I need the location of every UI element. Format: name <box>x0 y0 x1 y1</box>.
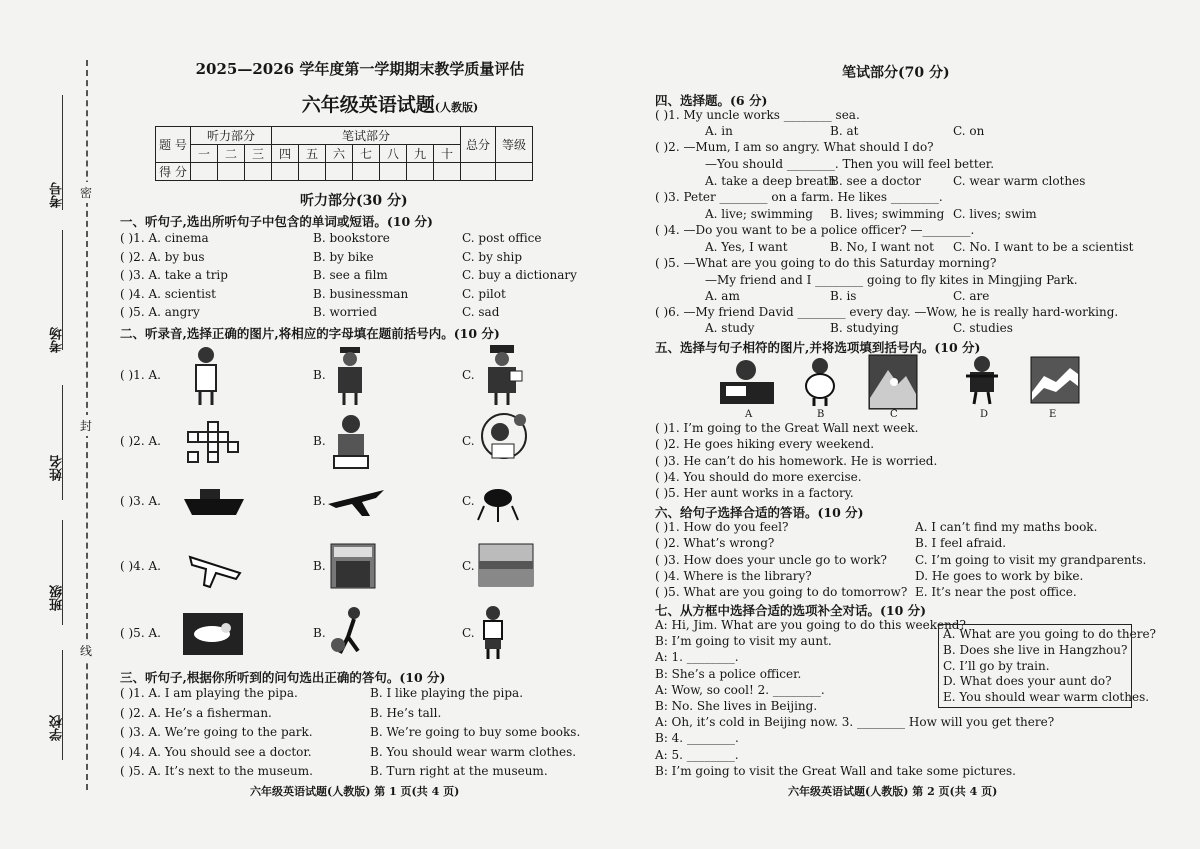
s5-item: ( )1. I’m going to the Great Wall next week. <box>655 421 919 435</box>
bookstore-photo-icon <box>330 543 376 589</box>
s4-line: A. in <box>705 124 733 138</box>
score-col: 三 <box>245 145 272 163</box>
s4-line: ( )1. My uncle works ________ sea. <box>655 108 860 122</box>
s5-item: ( )2. He goes hiking every weekend. <box>655 437 875 452</box>
scientist-icon <box>330 412 372 472</box>
score-listen-header: 听力部分 <box>191 127 272 145</box>
class-field[interactable] <box>62 520 63 625</box>
s4-line: A. am <box>705 289 740 303</box>
s6-question: ( )3. How does your uncle go to work? <box>655 552 887 567</box>
s4-line: A. Yes, I want <box>705 240 788 254</box>
s1-item-c: C. sad <box>462 305 500 319</box>
s3-item-a: ( )2. A. He’s a fisherman. <box>120 705 272 720</box>
score-cell[interactable] <box>496 163 533 181</box>
score-written-header: 笔试部分 <box>272 127 461 145</box>
s2-item-a: ( )2. A. <box>120 434 161 448</box>
s4-title: 四、选择题。(6 分) <box>655 93 768 108</box>
s5-picture-letter: E <box>1049 409 1057 420</box>
name-field[interactable] <box>62 385 63 500</box>
s1-item-a: ( )2. A. by bus <box>120 249 205 264</box>
s3-item-a: ( )3. A. We’re going to the park. <box>120 725 313 739</box>
seal-char-xian: 线 <box>80 640 92 661</box>
s6-question: ( )4. Where is the library? <box>655 568 812 583</box>
s7-dialog-line: B: I’m going to visit the Great Wall and take some pictures. <box>655 763 1016 778</box>
airplane-outline-icon <box>186 543 244 589</box>
score-col: 九 <box>407 145 434 163</box>
label-class: 班级 <box>50 585 65 611</box>
ship-icon <box>182 485 246 519</box>
worried-homework-icon <box>716 356 778 408</box>
score-col: 八 <box>380 145 407 163</box>
s7-dialog-line: B: She’s a police officer. <box>655 666 802 681</box>
boy-basketball-icon <box>330 605 370 661</box>
s7-box-option: A. What are you going to do there? <box>943 627 1156 641</box>
score-cell[interactable] <box>380 163 407 181</box>
s1-item-a: ( )5. A. angry <box>120 305 200 319</box>
s1-item-b: B. businessman <box>313 286 409 301</box>
airplane-black-icon <box>326 482 386 518</box>
s5-item: ( )3. He can’t do his homework. He is worried. <box>655 453 938 468</box>
s4-option-c: C. studies <box>953 321 1013 335</box>
s1-item-b: B. worried <box>313 305 378 319</box>
s2-item-b: B. <box>313 494 326 508</box>
s4-option-b: B. studying <box>830 321 899 335</box>
exam-number-field[interactable] <box>62 95 63 210</box>
landscape-photo-icon <box>478 543 534 587</box>
s6-answer: A. I can’t find my maths book. <box>915 520 1098 534</box>
score-cell[interactable] <box>326 163 353 181</box>
s4-option-b: B. at <box>830 124 859 138</box>
score-col: 二 <box>218 145 245 163</box>
score-table <box>155 126 533 181</box>
score-col: 四 <box>272 145 299 163</box>
s2-item-a: ( )4. A. <box>120 559 161 573</box>
binding-margin <box>0 0 100 849</box>
s7-dialog-line: B: No. She lives in Beijing. <box>655 699 818 713</box>
score-cell[interactable] <box>191 163 218 181</box>
s6-answer: E. It’s near the post office. <box>915 585 1077 600</box>
score-cell[interactable] <box>245 163 272 181</box>
s5-item: ( )4. You should do more exercise. <box>655 469 862 484</box>
s2-item-a: ( )5. A. <box>120 626 161 640</box>
s6-answer: D. He goes to work by bike. <box>915 568 1084 583</box>
s7-dialog-line: A: Wow, so cool! 2. ________. <box>655 682 825 697</box>
s4-option-c: C. lives; swim <box>953 207 1037 221</box>
score-col: 一 <box>191 145 218 163</box>
s7-box-option: E. You should wear warm clothes. <box>943 690 1150 705</box>
score-cell[interactable] <box>461 163 496 181</box>
police-officer-icon <box>330 345 370 407</box>
s1-item-a: ( )1. A. cinema <box>120 231 209 245</box>
s4-line: ( )6. —My friend David ________ every day. —Wow, he is really hard-working. <box>655 305 1119 319</box>
s7-dialog-line: B: 4. ________. <box>655 731 739 746</box>
s4-option-c: C. are <box>953 289 990 303</box>
subtitle-text: 六年级英语试题 <box>301 94 435 116</box>
s5-picture-letter: B <box>817 409 825 420</box>
label-name: 姓名 <box>50 455 65 481</box>
s5-item: ( )5. Her aunt works in a factory. <box>655 486 854 501</box>
score-col: 六 <box>326 145 353 163</box>
s4-option-b: B. No, I want not <box>830 240 934 254</box>
s1-item-c: C. post office <box>462 231 542 245</box>
s1-item-a: ( )4. A. scientist <box>120 286 216 301</box>
s3-title: 三、听句子,根据你所听到的问句选出正确的答句。(10 分) <box>120 670 446 685</box>
girl-reading-icon <box>478 410 530 470</box>
label-exam-number: 考号 <box>50 182 65 208</box>
s4-option-b: B. see a doctor <box>830 174 922 188</box>
factory-worker-icon <box>962 354 1002 406</box>
s7-dialog-line: A: 5. ________. <box>655 747 739 762</box>
s4-line: ( )4. —Do you want to be a police officer? —________. <box>655 223 975 237</box>
score-cell[interactable] <box>299 163 326 181</box>
s1-item-c: C. buy a dictionary <box>462 268 577 282</box>
s2-item-c: C. <box>462 626 475 640</box>
s2-item-a: ( )3. A. <box>120 494 161 508</box>
label-school: 学校 <box>50 715 65 741</box>
s3-item-b: B. We’re going to buy some books. <box>370 725 581 739</box>
s5-picture-letter: D <box>980 409 989 420</box>
postman-icon <box>480 343 524 407</box>
score-row-label-score: 得 分 <box>156 163 191 181</box>
school-field[interactable] <box>62 650 63 760</box>
s7-dialog-line: B: I’m going to visit my aunt. <box>655 634 832 649</box>
s3-item-b: B. Turn right at the museum. <box>370 764 548 778</box>
hiking-photo-icon <box>182 612 244 656</box>
s3-item-a: ( )4. A. You should see a doctor. <box>120 744 312 759</box>
s7-dialog-line: A: 1. ________. <box>655 650 739 665</box>
s2-item-c: C. <box>462 494 475 508</box>
s1-item-b: B. bookstore <box>313 231 390 245</box>
exam-title: 2025—2026 学年度第一学期期末教学质量评估 <box>195 60 525 78</box>
s4-line: ( )3. Peter ________ on a farm. He likes ________. <box>655 190 943 204</box>
page2-footer: 六年级英语试题(人教版) 第 2 页(共 4 页) <box>788 785 998 798</box>
s1-item-b: B. see a film <box>313 268 388 282</box>
s7-dialog-line: A: Oh, it’s cold in Beijing now. 3. ________ How will you get there? <box>655 715 1055 730</box>
written-section-title: 笔试部分(70 分) <box>842 65 950 81</box>
score-cell[interactable] <box>434 163 461 181</box>
score-grade-header: 等级 <box>496 127 533 163</box>
exam-subtitle <box>260 90 520 117</box>
s3-item-b: B. You should wear warm clothes. <box>370 744 577 759</box>
s7-box-option: C. I’ll go by train. <box>943 658 1050 673</box>
s6-title: 六、给句子选择合适的答语。(10 分) <box>655 505 864 520</box>
s4-line: ( )2. —Mum, I am so angry. What should I do? <box>655 140 934 154</box>
s2-item-c: C. <box>462 368 475 382</box>
s4-option-b: B. lives; swimming <box>830 207 945 221</box>
s2-item-a: ( )1. A. <box>120 368 161 382</box>
score-cell[interactable] <box>353 163 380 181</box>
s3-item-a: ( )5. A. It’s next to the museum. <box>120 764 313 778</box>
score-cell[interactable] <box>407 163 434 181</box>
s4-line: A. study <box>705 321 755 335</box>
s6-question: ( )2. What’s wrong? <box>655 536 775 551</box>
doctor-icon <box>186 345 226 407</box>
seal-char-mi: 密 <box>80 182 92 203</box>
s7-title: 七、从方框中选择合适的选项补全对话。(10 分) <box>655 603 927 618</box>
s4-line: A. take a deep breath <box>705 174 837 188</box>
seal-char-feng: 封 <box>80 415 92 436</box>
s7-box-option: D. What does your aunt do? <box>943 674 1112 689</box>
fat-boy-icon <box>802 356 838 408</box>
great-wall-icon <box>1030 356 1080 404</box>
s4-option-b: B. is <box>830 289 857 303</box>
mountain-hiking-icon <box>868 354 918 410</box>
s4-line: ( )5. —What are you going to do this Saturday morning? <box>655 256 997 270</box>
s3-item-b: B. I like playing the pipa. <box>370 686 524 700</box>
s4-line: —You should ________. Then you will feel better. <box>705 157 995 171</box>
s2-item-c: C. <box>462 434 475 448</box>
s2-item-c: C. <box>462 559 475 573</box>
s2-item-b: B. <box>313 559 326 573</box>
s5-picture-letter: C <box>890 409 898 420</box>
exam-room-field[interactable] <box>62 230 63 350</box>
s2-item-b: B. <box>313 434 326 448</box>
s3-item-a: ( )1. A. I am playing the pipa. <box>120 686 298 700</box>
score-row-label-number: 题 号 <box>156 127 191 163</box>
crossword-icon <box>184 418 240 468</box>
s2-item-b: B. <box>313 368 326 382</box>
s1-item-b: B. by bike <box>313 249 374 264</box>
s4-option-c: C. No. I want to be a scientist <box>953 240 1134 254</box>
insect-icon <box>474 476 522 524</box>
s6-question: ( )5. What are you going to do tomorrow? <box>655 585 908 600</box>
score-total-header: 总分 <box>461 127 496 163</box>
s2-item-b: B. <box>313 626 326 640</box>
s6-question: ( )1. How do you feel? <box>655 520 789 534</box>
s1-item-a: ( )3. A. take a trip <box>120 268 228 282</box>
s6-answer: C. I’m going to visit my grandparents. <box>915 552 1147 567</box>
s4-option-c: C. on <box>953 124 985 138</box>
s5-title: 五、选择与句子相符的图片,并将选项填到括号内。(10 分) <box>655 340 981 355</box>
s6-answer: B. I feel afraid. <box>915 536 1007 551</box>
score-col: 五 <box>299 145 326 163</box>
subtitle-edition: (人教版) <box>434 101 479 114</box>
page1-footer: 六年级英语试题(人教版) 第 1 页(共 4 页) <box>250 785 460 798</box>
label-exam-room: 考场 <box>50 327 65 353</box>
score-col: 七 <box>353 145 380 163</box>
listening-section-title: 听力部分(30 分) <box>300 193 408 209</box>
s2-title: 二、听录音,选择正确的图片,将相应的字母填在题前括号内。(10 分) <box>120 326 500 341</box>
boy-standing-icon <box>478 605 508 661</box>
s7-box-option: B. Does she live in Hangzhou? <box>943 642 1128 657</box>
s1-item-c: C. pilot <box>462 286 506 301</box>
score-col: 十 <box>434 145 461 163</box>
s5-picture-letter: A <box>745 409 753 420</box>
s4-option-c: C. wear warm clothes <box>953 174 1086 188</box>
score-cell[interactable] <box>218 163 245 181</box>
s1-title: 一、听句子,选出所听句子中包含的单词或短语。(10 分) <box>120 214 433 229</box>
s4-line: —My friend and I ________ going to fly kites in Mingjing Park. <box>705 273 1078 287</box>
s4-line: A. live; swimming <box>705 207 813 221</box>
s7-dialog-line: A: Hi, Jim. What are you going to do this weekend? <box>655 618 966 632</box>
s1-item-c: C. by ship <box>462 249 523 264</box>
score-cell[interactable] <box>272 163 299 181</box>
s3-item-b: B. He’s tall. <box>370 705 442 720</box>
